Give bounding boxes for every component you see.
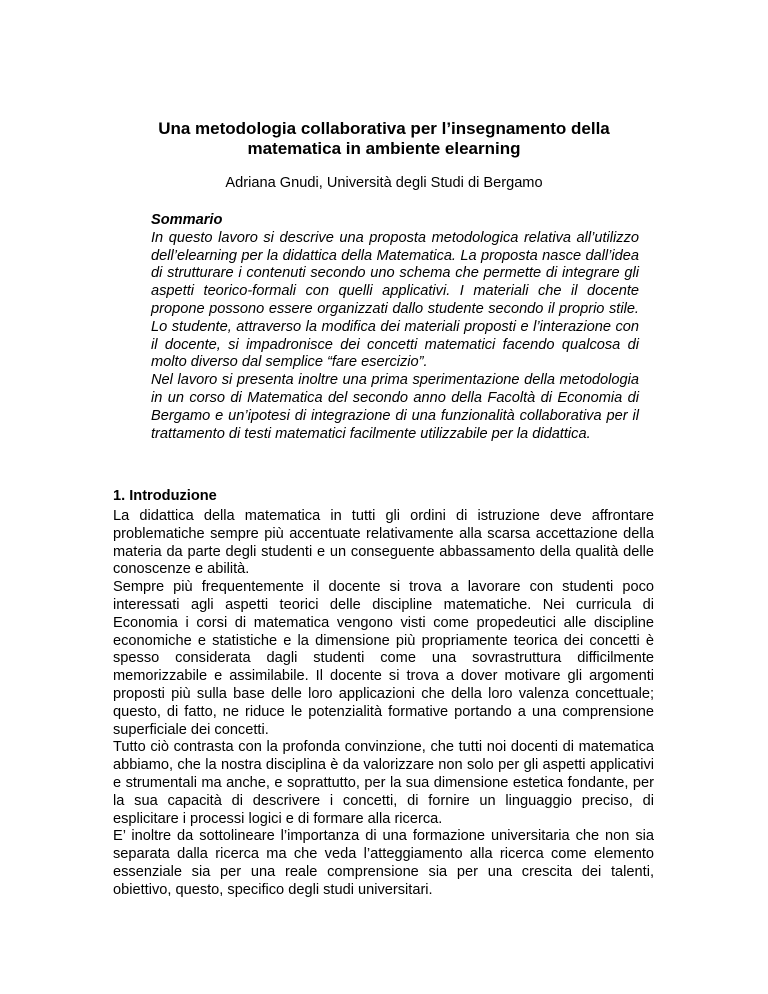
body-paragraph: E’ inoltre da sottolineare l’importanza di una formazione universitaria che non sia separata dalla ricerca ma che veda l’atteggiamento alla ricerca come elemento essenziale sia per una reale comprensione sia per una crescita dei talenti, obiettivo, questo, specifico degli studi universitari. [113, 828, 654, 898]
abstract [151, 212, 639, 443]
paper-title [120, 119, 648, 159]
abstract-paragraph: Nel lavoro si presenta inoltre una prima sperimentazione della metodologia in un corso di Matematica del secondo anno della Facoltà di Economia di Bergamo e un’ipotesi di integrazione di una funzionalità collaborativa per il trattamento di testi matematici facilmente utilizzabile per la didattica. [151, 372, 639, 442]
section-heading: 1. Introduzione [113, 488, 217, 504]
body-paragraph: Sempre più frequentemente il docente si trova a lavorare con studenti poco interessati agli aspetti teorici delle discipline matematiche. Nei curricula di Economia i corsi di matematica vengono visti come propedeutici alle discipline economiche e statistiche e la dimensione più propriamente teorica dei concetti è spesso considerata dagli studenti come una sovrastruttura difficilmente memorizzabile e assimilabile. Il docente si trova a dover motivare gli argomenti proposti più sulla base delle loro applicazioni che della loro valenza concettuale; questo, di fatto, ne riduce le potenzialità formative portando a una comprensione superficiale dei concetti. [113, 579, 654, 738]
author-line: Adriana Gnudi, Università degli Studi di Bergamo [225, 175, 543, 191]
section-body [113, 508, 654, 900]
body-paragraph: Tutto ciò contrasta con la profonda convinzione, che tutti noi docenti di matematica abbiamo, che la nostra disciplina è da valorizzare non solo per gli aspetti applicativi e strumentali ma anche, e soprattutto, per la sua dimensione estetica fondante, per la sua capacità di descrivere i concetti, di fornire un linguaggio preciso, di esplicitare i processi logici e di formare alla ricerca. [113, 739, 654, 827]
paper-title-line-1: Una metodologia collaborativa per l’insegnamento della [158, 119, 610, 138]
body-paragraph: La didattica della matematica in tutti gli ordini di istruzione deve affrontare problematiche sempre più accentuate relativamente alla scarsa accettazione della materia da parte degli studenti e un conseguente abbassamento della qualità delle conoscenze e abilità. [113, 508, 654, 578]
abstract-heading: Sommario [151, 212, 223, 228]
paper-title-line-2: matematica in ambiente elearning [247, 139, 521, 158]
abstract-paragraph: In questo lavoro si descrive una proposta metodologica relativa all’utilizzo dell’elearning per la didattica della Matematica. La proposta nasce dall’idea di strutturare i contenuti secondo uno schema che permette di integrare gli aspetti teorico-formali con quelli applicativi. I materiali che il docente propone possono essere organizzati dallo studente secondo il proprio stile. Lo studente, attraverso la modifica dei materiali proposti e l’interazione con il docente, si impadronisce dei concetti matematici facendo qualcosa di molto diverso dal semplice “fare esercizio”. [151, 229, 639, 371]
